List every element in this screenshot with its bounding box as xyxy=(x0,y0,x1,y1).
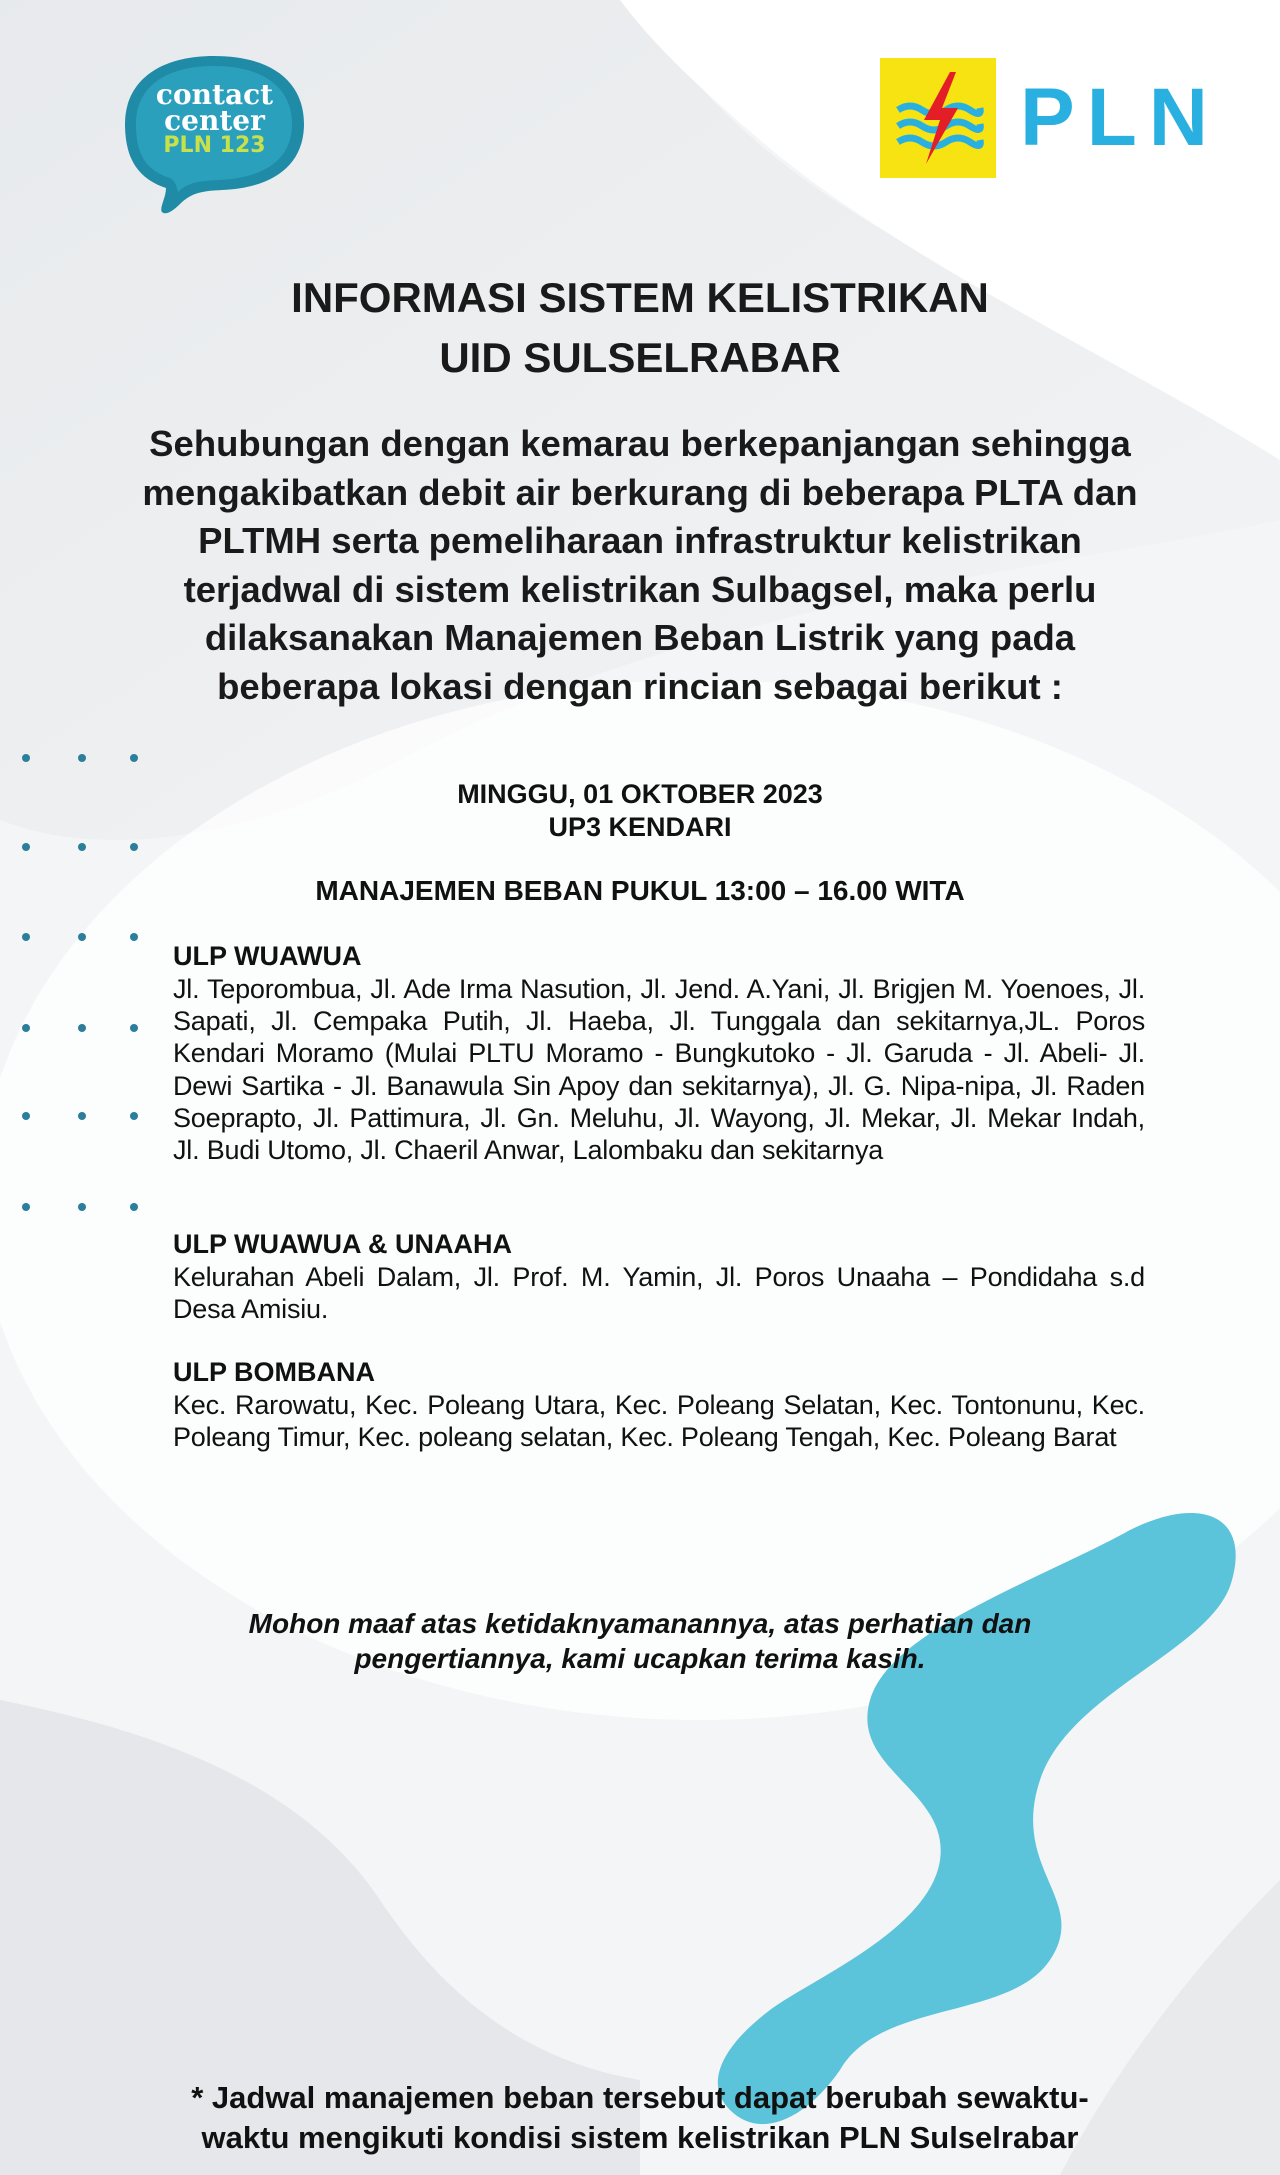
section-ulp-bombana xyxy=(173,1356,1145,1453)
decorative-dot xyxy=(78,754,86,762)
section-ulp-wuawua xyxy=(173,940,1145,1166)
footnote xyxy=(100,2078,1180,2158)
contact-center-logo xyxy=(122,52,307,217)
decorative-dot xyxy=(22,1112,30,1120)
closing-line: Mohon maaf atas ketidaknyamanannya, atas perhatian dan xyxy=(248,1608,1032,1639)
section-body: Jl. Teporombua, Jl. Ade Irma Nasution, Jl. Jend. A.Yani, Jl. Brigjen M. Yoenoes, Jl. Sapati, Jl. Cempaka Putih, Jl. Haeba, Jl. Tunggala dan sekitarnya,JL. Poros Kendari Moramo (Mulai PLTU Moramo - Bungkutoko - Jl. Garuda - Jl. Abeli- Jl. Dewi Sartika - Jl. Banawula Sin Apoy dan sekitarnya), Jl. G. Nipa-nipa, Jl. Raden Soeprapto, Jl. Pattimura, Jl. Gn. Meluhu, Jl. Wayong, Jl. Mekar, Jl. Mekar Indah, Jl. Budi Utomo, Jl. Chaeril Anwar, Lalombaku dan sekitarnya xyxy=(173,974,1145,1166)
schedule-date: MINGGU, 01 OKTOBER 2023 xyxy=(457,779,823,809)
section-body: Kec. Rarowatu, Kec. Poleang Utara, Kec. Poleang Selatan, Kec. Tontonunu, Kec. Poleang Timur, Kec. poleang selatan, Kec. Poleang Tengah, Kec. Poleang Barat xyxy=(173,1390,1145,1453)
decorative-dot xyxy=(78,1024,86,1032)
decorative-dot xyxy=(130,843,138,851)
contact-center-line3: PLN 123 xyxy=(163,133,266,158)
closing-line: pengertiannya, kami ucapkan terima kasih. xyxy=(354,1643,926,1674)
section-title: ULP WUAWUA & UNAAHA xyxy=(173,1229,512,1259)
section-title: ULP BOMBANA xyxy=(173,1357,375,1387)
decorative-dot xyxy=(22,933,30,941)
decorative-dot xyxy=(78,933,86,941)
intro-line: mengakibatkan debit air berkurang di beberapa PLTA dan xyxy=(142,471,1138,513)
pln-logo-box xyxy=(880,58,996,178)
pln-logo xyxy=(880,58,1220,182)
lightning-bolt-icon xyxy=(880,58,996,178)
intro-line: dilaksanakan Manajemen Beban Listrik yang pada xyxy=(204,617,1076,658)
closing-message xyxy=(230,1606,1050,1676)
title-line-2: UID SULSELRABAR xyxy=(439,334,841,381)
decorative-dot xyxy=(22,843,30,851)
schedule-header xyxy=(0,778,1280,844)
decorative-dot xyxy=(130,1203,138,1211)
intro-line: Sehubungan dengan kemarau berkepanjangan sehingga xyxy=(149,423,1131,464)
contact-center-line1: contact xyxy=(155,78,274,111)
intro-line: beberapa lokasi dengan rincian sebagai berikut : xyxy=(217,665,1063,707)
decorative-dot xyxy=(130,933,138,941)
decorative-dot xyxy=(22,754,30,762)
page-title xyxy=(0,268,1280,388)
decorative-dot xyxy=(78,843,86,851)
intro-line: terjadwal di sistem kelistrikan Sulbagsel, maka perlu xyxy=(183,568,1097,610)
decorative-dot xyxy=(130,1024,138,1032)
decorative-dot xyxy=(22,1203,30,1211)
decorative-dot xyxy=(130,754,138,762)
pln-logo-text: PLN xyxy=(1020,72,1220,163)
schedule-unit: UP3 KENDARI xyxy=(548,812,732,842)
contact-center-line2: center xyxy=(164,104,265,137)
intro-line: PLTMH serta pemeliharaan infrastruktur kelistrikan xyxy=(198,520,1082,561)
footnote-line: waktu mengikuti kondisi sistem kelistrikan PLN Sulselrabar xyxy=(201,2120,1079,2155)
decorative-dot xyxy=(22,1024,30,1032)
section-body: Kelurahan Abeli Dalam, Jl. Prof. M. Yamin, Jl. Poros Unaaha – Pondidaha s.d Desa Amisiu. xyxy=(173,1262,1145,1325)
footnote-line: * Jadwal manajemen beban tersebut dapat berubah sewaktu- xyxy=(191,2080,1089,2115)
decorative-dot xyxy=(78,1112,86,1120)
section-title: ULP WUAWUA xyxy=(173,941,362,971)
decorative-dot xyxy=(78,1203,86,1211)
title-line-1: INFORMASI SISTEM KELISTRIKAN xyxy=(291,274,989,321)
section-ulp-wuawua-unaaha xyxy=(173,1228,1145,1325)
intro-paragraph xyxy=(100,420,1180,711)
schedule-time: MANAJEMEN BEBAN PUKUL 13:00 – 16.00 WITA xyxy=(315,875,965,906)
decorative-dot xyxy=(130,1112,138,1120)
